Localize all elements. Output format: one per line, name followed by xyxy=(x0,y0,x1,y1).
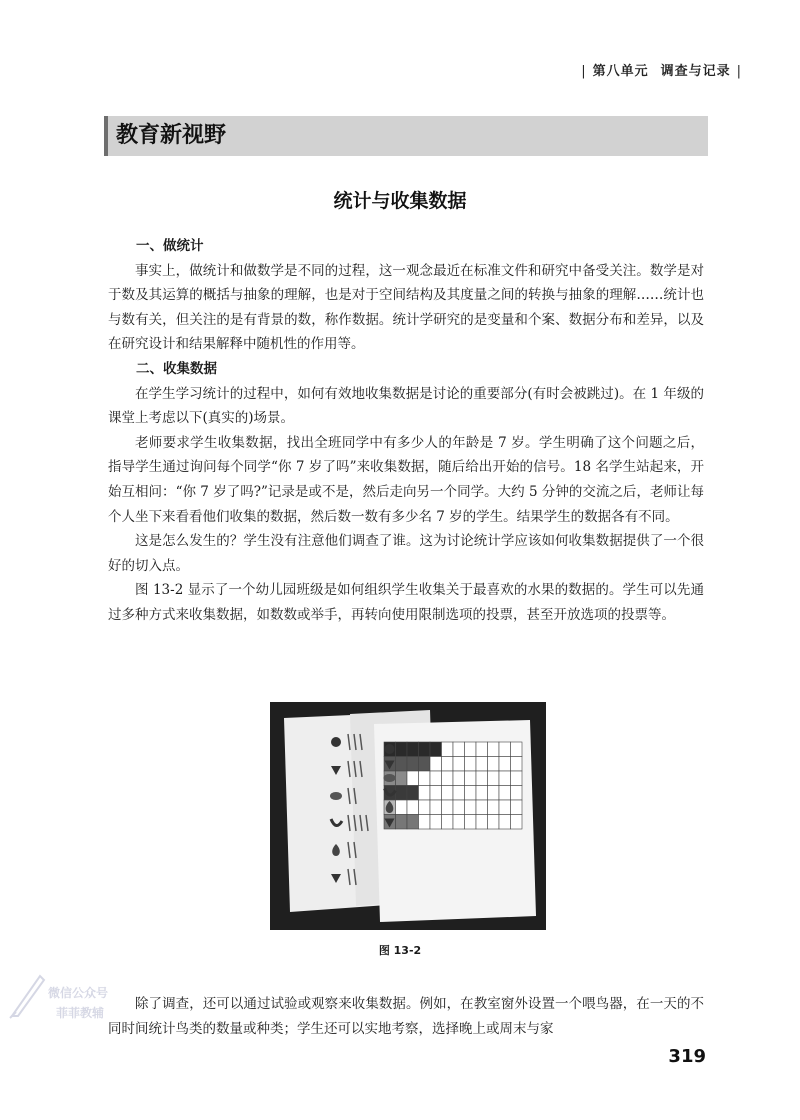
bar-cell-filled xyxy=(407,815,419,830)
grid-cell xyxy=(442,815,454,830)
heading-statistics: 一、做统计 xyxy=(136,238,204,254)
grid-cell xyxy=(488,800,500,815)
article-body xyxy=(108,234,704,628)
bar-cell-filled xyxy=(396,771,408,786)
grid-cell xyxy=(419,800,431,815)
bar-cell-filled xyxy=(407,742,419,757)
grid-cell xyxy=(499,742,511,757)
grid-cell xyxy=(476,771,488,786)
grid-cell xyxy=(442,786,454,801)
figure-caption: 图 13-2 xyxy=(378,944,422,957)
grid-cell xyxy=(453,742,465,757)
paragraph: 图 13-2 显示了一个幼儿园班级是如何组织学生收集关于最喜欢的水果的数据的。学生可以先通过多种方式来收集数据，如数数或举手，再转向使用限制选项的投票，甚至开放选项的投票等。 xyxy=(108,582,704,623)
grid-cell xyxy=(476,757,488,772)
watermark-line2: 菲菲教辅 xyxy=(56,1006,105,1020)
grid-cell xyxy=(476,742,488,757)
grid-cell xyxy=(430,786,442,801)
grid-cell xyxy=(476,800,488,815)
grid-cell xyxy=(511,757,523,772)
grid-cell xyxy=(465,815,477,830)
grid-cell xyxy=(511,742,523,757)
grid-cell xyxy=(465,757,477,772)
grid-cell xyxy=(511,771,523,786)
grid-cell xyxy=(442,800,454,815)
grid-cell xyxy=(488,742,500,757)
paragraph: 这是怎么发生的？学生没有注意他们调查了谁。这为讨论统计学应该如何收集数据提供了一个很好的切入点。 xyxy=(108,533,704,574)
grid-cell xyxy=(511,815,523,830)
bar-cell-filled xyxy=(396,757,408,772)
bar-graph-grid xyxy=(384,742,523,829)
lemon-icon xyxy=(384,774,396,782)
article-body-continued xyxy=(108,992,704,1041)
grid-cell xyxy=(430,771,442,786)
bar-cell-filled xyxy=(396,786,408,801)
quill-icon xyxy=(6,970,50,1022)
grid-cell xyxy=(453,771,465,786)
grid-cell xyxy=(407,771,419,786)
grid-cell xyxy=(453,786,465,801)
grid-cell xyxy=(465,771,477,786)
section-label: 调查与记录 xyxy=(660,64,731,79)
figure-fruit-survey-photo xyxy=(270,702,546,930)
grid-cell xyxy=(442,742,454,757)
grid-cell xyxy=(430,757,442,772)
grid-cell xyxy=(511,800,523,815)
grid-cell xyxy=(453,815,465,830)
bar-cell-filled xyxy=(396,742,408,757)
grid-cell xyxy=(453,757,465,772)
grid-cell xyxy=(419,815,431,830)
grid-cell xyxy=(499,771,511,786)
bar-cell-filled xyxy=(419,757,431,772)
grid-cell xyxy=(499,786,511,801)
grid-cell xyxy=(476,786,488,801)
bar-cell-filled xyxy=(407,786,419,801)
bar-cell-filled xyxy=(396,815,408,830)
grid-cell xyxy=(419,771,431,786)
grid-cell xyxy=(396,800,408,815)
survey-photo-illustration xyxy=(270,702,546,930)
grid-cell xyxy=(488,771,500,786)
paragraph: 事实上，做统计和做数学是不同的过程，这一观念最近在标准文件和研究中备受关注。数学是对于数及其运算的概括与抽象的理解，也是对于空间结构及其度量之间的转换与抽象的理解……统计也与数有关，但关注的是有背景的数，称作数据。统计学研究的是变量和个案、数据分布和差异，以及在研究设计和结果解释中随机性的作用等。 xyxy=(108,262,704,353)
bar-cell-filled xyxy=(430,742,442,757)
paragraph: 除了调查，还可以通过试验或观察来收集数据。例如，在教室窗外设置一个喂鸟器，在一天的不同时间统计鸟类的数量或种类；学生还可以实地考察，选择晚上或周末与家 xyxy=(108,996,704,1037)
watermark-line1: 微信公众号 xyxy=(48,986,109,1000)
grid-cell xyxy=(499,800,511,815)
apple-icon xyxy=(385,744,395,754)
grid-cell xyxy=(488,757,500,772)
lemon-icon xyxy=(330,792,342,800)
grid-cell xyxy=(499,757,511,772)
grid-cell xyxy=(430,815,442,830)
grid-cell xyxy=(419,786,431,801)
grid-cell xyxy=(465,800,477,815)
article-title: 统计与收集数据 xyxy=(333,190,467,212)
bar-cell-filled xyxy=(407,757,419,772)
bar-cell-filled xyxy=(419,742,431,757)
grid-cell xyxy=(465,786,477,801)
grid-cell xyxy=(453,800,465,815)
grid-cell xyxy=(511,786,523,801)
page-number: 319 xyxy=(668,1046,706,1067)
grid-cell xyxy=(442,757,454,772)
paragraph: 在学生学习统计的过程中，如何有效地收集数据是讨论的重要部分(有时会被跳过)。在 1 年级的课堂上考虑以下(真实的)场景。 xyxy=(108,385,704,427)
grid-cell xyxy=(499,815,511,830)
unit-label: 第八单元 xyxy=(592,64,649,79)
running-header: | 第八单元 调查与记录 | xyxy=(581,64,742,79)
grid-cell xyxy=(430,800,442,815)
grid-cell xyxy=(476,815,488,830)
grid-cell xyxy=(465,742,477,757)
heading-collecting-data: 二、收集数据 xyxy=(136,360,217,377)
apple-icon xyxy=(331,737,341,747)
grid-cell xyxy=(442,771,454,786)
paragraph: 老师要求学生收集数据，找出全班同学中有多少人的年龄是 7 岁。学生明确了这个问题之后，指导学生通过询问每个同学“你 7 岁了吗”来收集数据，随后给出开始的信号。18 名学生站起来，开始互相问：“你 7 岁了吗?”记录是或不是，然后走向另一个同学。大约 5 分钟的交流之后，老师让每个人坐下来看看他们收集的数据，然后数一数有多少名 7 岁的学生。结果学生的数据各有不同。 xyxy=(108,434,704,525)
section-banner: 教育新视野 xyxy=(104,116,708,156)
grid-cell xyxy=(407,800,419,815)
grid-cell xyxy=(488,815,500,830)
grid-cell xyxy=(488,786,500,801)
